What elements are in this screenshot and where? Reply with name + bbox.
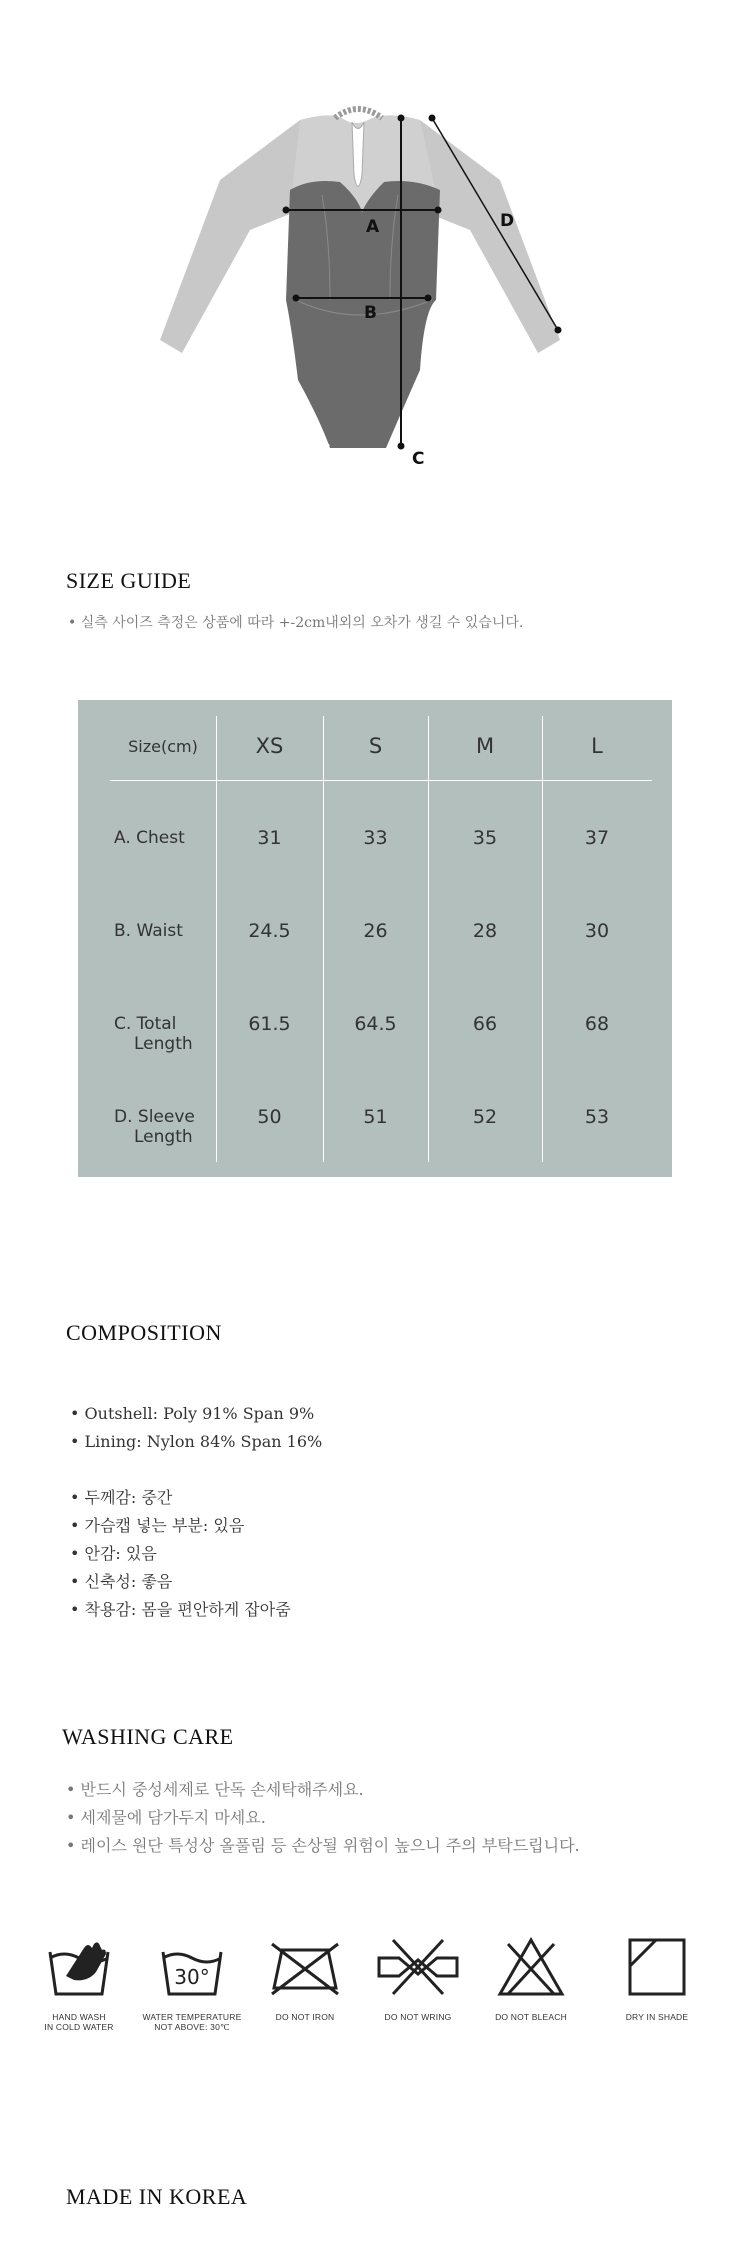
- care-label: DO NOT BLEACH: [495, 2012, 567, 2022]
- table-cell: 52: [472, 1106, 498, 1128]
- header-s: S: [368, 734, 383, 758]
- list-item: • 레이스 원단 특성상 올풀림 등 손상될 위험이 높으니 주의 부탁드립니다.: [66, 1836, 580, 1855]
- care-do-not-bleach: [476, 1936, 586, 2022]
- list-item: • 착용감: 몸을 편안하게 잡아줌: [70, 1600, 291, 1619]
- care-dry-in-shade: [602, 1936, 712, 2022]
- care-hand-wash: [24, 1936, 134, 2032]
- table-cell: 53: [584, 1106, 610, 1128]
- right-sleeve: [420, 120, 560, 353]
- list-item: • 세제물에 담가두지 마세요.: [66, 1808, 266, 1827]
- care-label: WATER TEMPERATURE NOT ABOVE: 30℃: [142, 2012, 242, 2032]
- do-not-iron-icon: [266, 1936, 344, 1998]
- table-cell: 50: [257, 1106, 282, 1128]
- svg-text:30°: 30°: [174, 1965, 210, 1989]
- row-label-total-length: C. Total: [114, 1014, 177, 1034]
- garment-diagram: [150, 105, 580, 475]
- row-label-sleeve-length: D. Sleeve: [114, 1107, 195, 1127]
- list-item: • 신축성: 좋음: [70, 1572, 173, 1591]
- care-label: HAND WASH IN COLD WATER: [44, 2012, 114, 2032]
- table-cell: 28: [472, 920, 498, 942]
- list-item: • 가슴캡 넣는 부분: 있음: [70, 1516, 245, 1535]
- table-cell: 31: [257, 827, 282, 849]
- do-not-wring-icon: [375, 1936, 461, 1998]
- table-cell: 51: [363, 1106, 388, 1128]
- hand-wash-icon: [44, 1936, 114, 1998]
- table-cell: 64.5: [354, 1013, 397, 1035]
- header-l: L: [591, 734, 603, 758]
- header-m: M: [475, 734, 495, 758]
- list-item: • Lining: Nylon 84% Span 16%: [70, 1432, 323, 1451]
- care-label: DO NOT WRING: [384, 2012, 452, 2022]
- row-label-chest: A. Chest: [114, 828, 185, 848]
- size-table: [78, 700, 672, 1177]
- size-guide-note: • 실측 사이즈 측정은 상품에 따라 +-2cm내외의 오차가 생길 수 있습니다.: [68, 615, 524, 631]
- table-cell: 35: [472, 827, 498, 849]
- made-in-korea: MADE IN KOREA: [66, 2184, 248, 2209]
- list-item: • Outshell: Poly 91% Span 9%: [70, 1404, 315, 1423]
- table-cell: 68: [584, 1013, 610, 1035]
- table-cell: 61.5: [248, 1013, 291, 1035]
- dry-in-shade-icon: [622, 1936, 692, 1998]
- row-label-sleeve-length-2: Length: [134, 1127, 193, 1147]
- composition-title: COMPOSITION: [66, 1320, 222, 1345]
- list-item: • 두께감: 중간: [70, 1488, 173, 1507]
- care-do-not-wring: [363, 1936, 473, 2022]
- table-cell: 30: [584, 920, 610, 942]
- table-cell: 24.5: [248, 920, 291, 942]
- label-a: A: [366, 217, 380, 237]
- table-cell: 33: [363, 827, 388, 849]
- list-item: • 반드시 중성세제로 단독 손세탁해주세요.: [66, 1780, 364, 1799]
- header-xs: XS: [255, 734, 284, 758]
- care-label: DO NOT IRON: [275, 2012, 335, 2022]
- label-d: D: [500, 211, 515, 231]
- table-cell: 37: [584, 827, 610, 849]
- header-size-label: Size(cm): [128, 737, 198, 756]
- wash-temperature-icon: [157, 1936, 227, 1998]
- composition-detail-list: [70, 1484, 291, 1624]
- care-wash-temperature: [137, 1936, 247, 2032]
- label-b: B: [364, 303, 377, 323]
- washing-care-notes: [66, 1776, 580, 1860]
- table-cell: 26: [363, 920, 388, 942]
- row-label-total-length-2: Length: [134, 1034, 193, 1054]
- table-cell: 66: [472, 1013, 498, 1035]
- care-label: DRY IN SHADE: [625, 2012, 689, 2022]
- list-item: • 안감: 있음: [70, 1544, 157, 1563]
- size-guide-title: SIZE GUIDE: [66, 568, 192, 593]
- do-not-bleach-icon: [496, 1936, 566, 1998]
- label-c: C: [412, 449, 425, 469]
- care-do-not-iron: [250, 1936, 360, 2022]
- washing-care-title: WASHING CARE: [62, 1724, 234, 1749]
- row-label-waist: B. Waist: [114, 921, 183, 941]
- left-sleeve: [160, 120, 300, 353]
- composition-fabric-list: [70, 1400, 322, 1456]
